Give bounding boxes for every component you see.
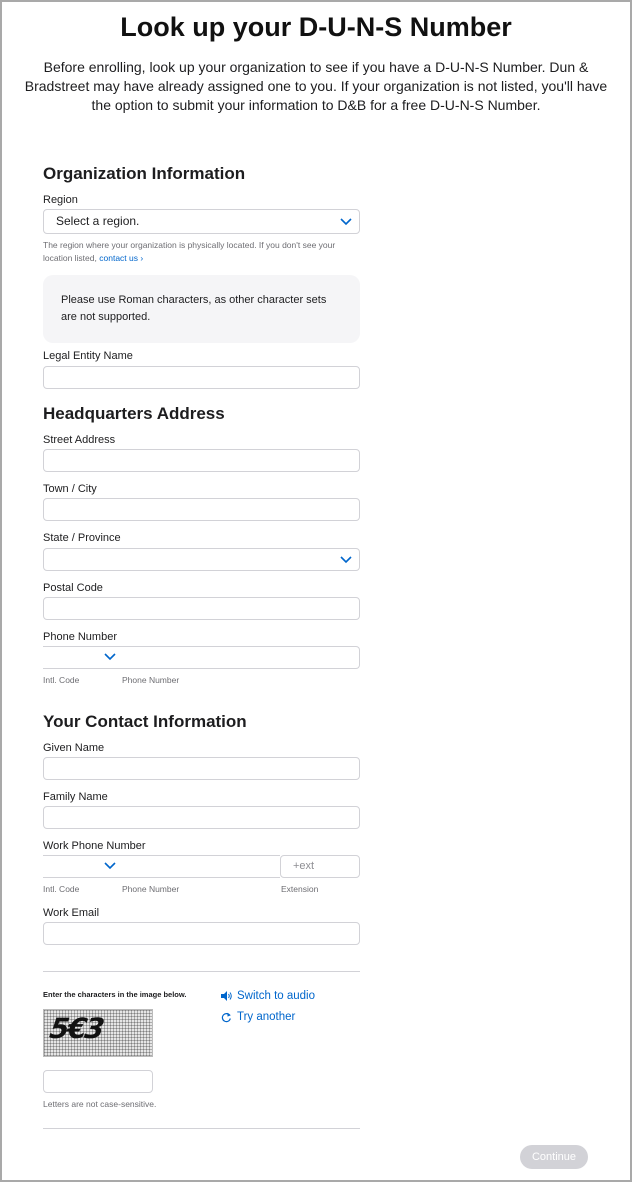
state-select[interactable] xyxy=(43,548,360,571)
state-label: State / Province xyxy=(43,532,121,544)
phone-number-caption: Phone Number xyxy=(122,675,180,685)
page-title: Look up your D-U-N-S Number xyxy=(120,12,512,42)
city-label: Town / City xyxy=(43,483,97,495)
region-hint-text: The region where your organization is physically located. If you don't see your location listed, xyxy=(43,240,336,263)
region-select-value: Select a region. xyxy=(56,214,140,228)
contact-us-link[interactable]: contact us › xyxy=(99,253,144,263)
section-divider xyxy=(43,971,360,972)
headquarters-heading: Headquarters Address xyxy=(43,404,225,423)
switch-to-audio-label: Switch to audio xyxy=(237,990,315,1002)
work-intl-code-caption: Intl. Code xyxy=(43,884,80,894)
extension-input[interactable] xyxy=(280,855,360,878)
chevron-down-icon xyxy=(339,217,353,227)
speaker-icon xyxy=(221,991,232,1001)
work-intl-code-select[interactable] xyxy=(43,855,118,878)
family-name-label: Family Name xyxy=(43,791,108,803)
city-input[interactable] xyxy=(43,498,360,521)
legal-name-label: Legal Entity Name xyxy=(43,350,133,362)
given-name-label: Given Name xyxy=(43,742,105,754)
work-email-label: Work Email xyxy=(43,907,100,919)
captcha-input[interactable] xyxy=(43,1070,153,1093)
captcha-label: Enter the characters in the image below. xyxy=(43,990,187,999)
postal-label: Postal Code xyxy=(43,582,103,594)
chevron-down-icon xyxy=(103,652,117,662)
postal-input[interactable] xyxy=(43,597,360,620)
captcha-case-hint: Letters are not case-sensitive. xyxy=(43,1099,157,1109)
work-phone-number-caption: Phone Number xyxy=(122,884,180,894)
captcha-image-text: 5€3 xyxy=(47,1012,105,1045)
footer-divider xyxy=(43,1128,360,1129)
chevron-down-icon xyxy=(103,861,117,871)
organization-heading: Organization Information xyxy=(43,164,246,183)
refresh-icon xyxy=(221,1012,232,1023)
family-name-input[interactable] xyxy=(43,806,360,829)
street-label: Street Address xyxy=(43,434,116,446)
extension-caption: Extension xyxy=(281,884,319,894)
work-phone-label: Work Phone Number xyxy=(43,840,146,852)
intl-code-select[interactable] xyxy=(43,646,118,669)
try-another-label: Try another xyxy=(237,1011,296,1023)
captcha-image xyxy=(43,1009,153,1057)
legal-name-input[interactable] xyxy=(43,366,360,389)
page-intro: Before enrolling, look up your organization to see if you have a D-U-N-S Number. Dun & Bradstreet may have already assigned one to you. If your organization is not listed, you'll have the option to submit your information to D&B for a free D-U-N-S Number. xyxy=(24,59,608,113)
contact-heading: Your Contact Information xyxy=(43,712,247,731)
region-hint xyxy=(43,239,363,265)
work-email-input[interactable] xyxy=(43,922,360,945)
roman-characters-notice: Please use Roman characters, as other character sets are not supported. xyxy=(43,275,360,343)
region-select[interactable] xyxy=(43,209,360,234)
try-another-link[interactable] xyxy=(221,1011,295,1023)
chevron-down-icon xyxy=(339,555,353,565)
street-input[interactable] xyxy=(43,449,360,472)
region-label: Region xyxy=(43,194,78,206)
intl-code-caption: Intl. Code xyxy=(43,675,80,685)
phone-label: Phone Number xyxy=(43,631,117,643)
continue-button[interactable]: Continue xyxy=(520,1145,588,1169)
switch-to-audio-link[interactable] xyxy=(221,990,315,1002)
given-name-input[interactable] xyxy=(43,757,360,780)
extension-placeholder: +ext xyxy=(293,860,315,872)
